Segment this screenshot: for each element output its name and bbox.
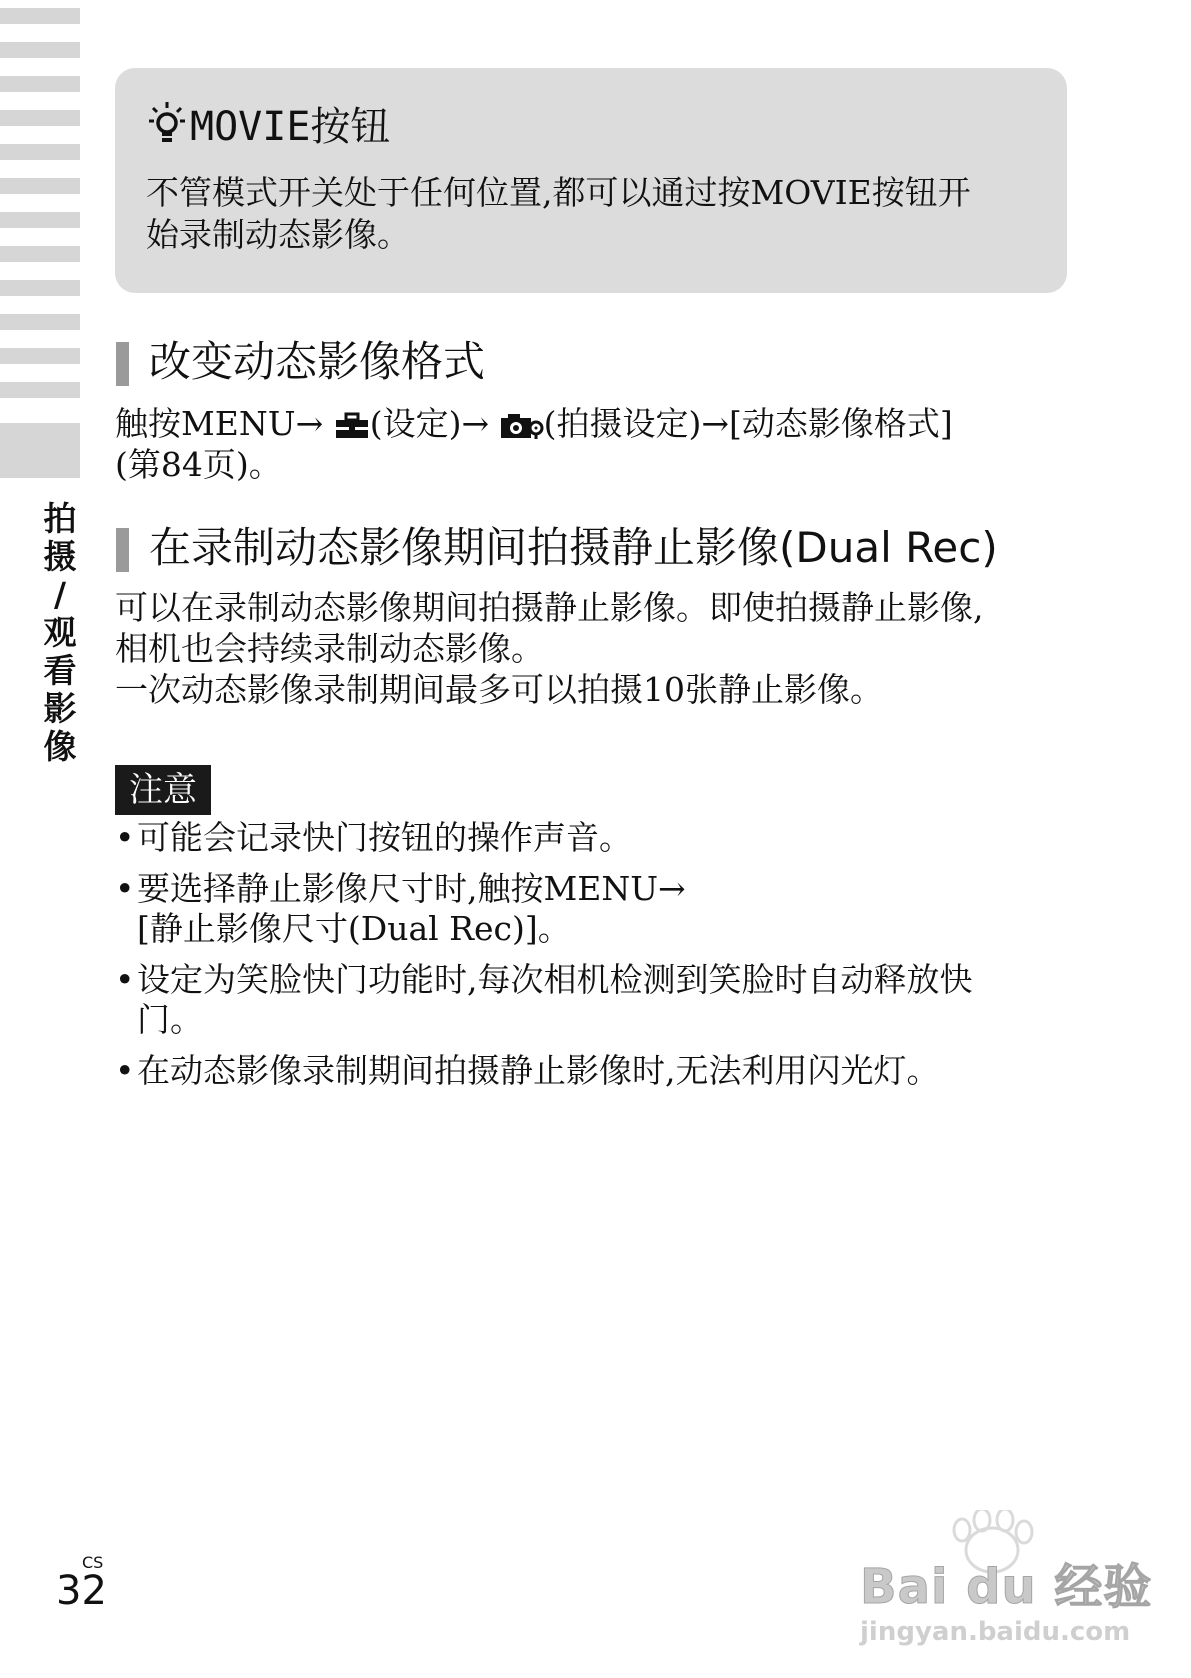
list-item: • 要选择静止影像尺寸时,触按MENU→ [静止影像尺寸(Dual Rec)]。	[115, 869, 686, 948]
dual-rec-paragraph: 可以在录制动态影像期间拍摄静止影像。即使拍摄静止影像, 相机也会持续录制动态影像。 一次动态影像录制期间最多可以拍摄10张静止影像。	[115, 588, 984, 709]
language-code: CS	[82, 1553, 104, 1572]
tip-title-text: MOVIE按钮	[190, 103, 391, 150]
watermark-url: jingyan.baidu.com	[860, 1617, 1131, 1647]
edge-tab-block	[0, 423, 80, 478]
bullet-dot: •	[115, 1051, 135, 1090]
movie-format-instructions: 触按MENU→ (设定)→ (拍摄设定)→[动态影像格式] (第84页)。	[115, 404, 953, 484]
tip-title	[148, 98, 390, 148]
section-heading-movie-format: 改变动态影像格式	[149, 337, 486, 386]
camera-settings-icon	[500, 412, 544, 440]
tip-text: 不管模式开关处于任何位置,都可以通过按MOVIE按钮开 始录制动态影像。	[146, 173, 971, 254]
toolbox-icon	[334, 412, 370, 440]
page-number: 32	[56, 1568, 107, 1614]
lightbulb-icon	[148, 101, 186, 145]
list-item: • 设定为笑脸快门功能时,每次相机检测到笑脸时自动释放快 门。	[115, 960, 973, 1039]
bullet-dot: •	[115, 960, 135, 999]
heading-bar	[116, 342, 129, 386]
chapter-side-label: 拍 摄 / 观 看 影 像	[43, 499, 77, 766]
heading-bar	[116, 528, 129, 572]
list-item: • 可能会记录快门按钮的操作声音。	[115, 818, 632, 857]
list-item: • 在动态影像录制期间拍摄静止影像时,无法利用闪光灯。	[115, 1051, 940, 1090]
watermark-brand: Bai du 经验	[860, 1559, 1153, 1615]
notes-list	[115, 818, 1075, 1102]
bullet-dot: •	[115, 818, 135, 857]
edge-tab-stripes	[0, 8, 80, 416]
bullet-dot: •	[115, 869, 135, 908]
note-label: 注意	[115, 765, 211, 815]
section-heading-dual-rec: 在录制动态影像期间拍摄静止影像(Dual Rec)	[149, 523, 998, 572]
